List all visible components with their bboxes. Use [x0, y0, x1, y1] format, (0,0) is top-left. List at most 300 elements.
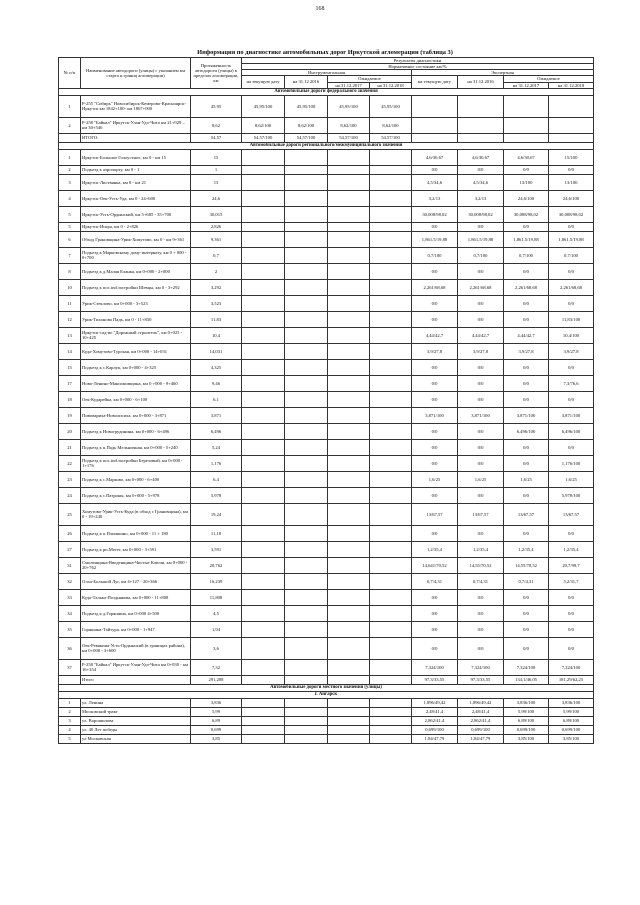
section-local	[59, 684, 594, 691]
cell-name: Подъезд к с.Патроны, км 0+000 - 5+978	[81, 487, 191, 503]
cell-length: 9,361	[191, 231, 242, 247]
cell-expert-current: 0/0	[412, 391, 458, 407]
header-2016-expert: на 31.12.2016	[458, 76, 504, 88]
cell-expert-2017: 3,9/27,8	[504, 343, 549, 359]
cell-instr-current	[242, 573, 285, 589]
cell-instr-2017	[328, 423, 370, 439]
cell-instr-current	[242, 391, 285, 407]
table-row	[59, 407, 594, 423]
cell-expert-2017: 0/0	[504, 455, 549, 471]
cell-length: 2	[191, 263, 242, 279]
cell-expert-2018: 3,871/100	[549, 407, 594, 423]
cell-expert-2017: 0/0	[504, 375, 549, 391]
cell-expert-2018	[549, 95, 594, 117]
cell-expert-2016: 14,55/70,52	[458, 557, 504, 573]
cell-instr-2017	[328, 391, 370, 407]
cell-expert-current	[412, 95, 458, 117]
cell-expert-2018: 0/0	[549, 525, 594, 541]
cell-expert-current: 0/0	[412, 423, 458, 439]
cell-name: Подъезд к с.Марково, км 0+000 - 6+400	[81, 471, 191, 487]
cell-expert-2017: 13/100	[504, 174, 549, 190]
cell-instr-2017	[328, 573, 370, 589]
cell-num: 32	[59, 573, 81, 589]
cell-expert-current: 0,699/100	[412, 725, 458, 734]
cell-expert-current: 0/0	[412, 222, 458, 231]
cell-expert-2016: 0/0	[458, 391, 504, 407]
cell-instr-2016	[285, 716, 328, 725]
cell-length: 5,99	[191, 707, 242, 716]
table-row	[59, 707, 594, 716]
cell-length: 11,18	[191, 525, 242, 541]
cell-instr-2016	[285, 279, 328, 295]
table-row	[59, 222, 594, 231]
cell-expert-2018: 1,2/35,4	[549, 541, 594, 557]
cell-expert-2017: 0/0	[504, 605, 549, 621]
cell-expert-2017: 6,496/100	[504, 423, 549, 439]
section-regional	[59, 142, 594, 149]
cell-expert-2016	[458, 117, 504, 133]
cell-expert-2016: 0/0	[458, 605, 504, 621]
cell-num: 14	[59, 343, 81, 359]
cell-instr-2018	[370, 165, 412, 174]
cell-expert-2017: 0/0	[504, 359, 549, 375]
cell-instr-2017	[328, 190, 370, 206]
cell-name: ул Московская	[81, 734, 191, 743]
header-2018-instr: на 31.12.2018	[370, 82, 412, 88]
cell-instr-2018	[370, 231, 412, 247]
cell-instr-2017	[328, 295, 370, 311]
cell-instr-2016	[285, 231, 328, 247]
cell-length: 15	[191, 149, 242, 165]
cell-expert-current: 1,896/49,42	[412, 698, 458, 707]
cell-instr-2018	[370, 503, 412, 525]
cell-instr-2018	[370, 637, 412, 659]
cell-instr-2017	[328, 716, 370, 725]
header-num: № п/п	[59, 58, 81, 89]
cell-expert-2016: 0/0	[458, 637, 504, 659]
table-row	[59, 503, 594, 525]
cell-expert-current	[412, 117, 458, 133]
cell-expert-2018: 6,89/100	[549, 716, 594, 725]
cell-length: 1	[191, 165, 242, 174]
cell-expert-current: 4,44/42,7	[412, 327, 458, 343]
cell-instr-2016	[285, 222, 328, 231]
cell-instr-2017	[328, 439, 370, 455]
cell-num: 2	[59, 707, 81, 716]
table-row	[59, 637, 594, 659]
cell-length: 20,762	[191, 557, 242, 573]
cell-expert-current: 0/0	[412, 525, 458, 541]
cell-instr-current	[242, 327, 285, 343]
cell-instr-2018	[370, 190, 412, 206]
table-row	[59, 174, 594, 190]
cell-expert-2018: 3,85/100	[549, 734, 594, 743]
cell-expert-2018	[549, 133, 594, 142]
cell-expert-2016: 2,48/41,4	[458, 707, 504, 716]
cell-num: 34	[59, 605, 81, 621]
cell-instr-current	[242, 487, 285, 503]
cell-instr-2016	[285, 423, 328, 439]
cell-num: 18	[59, 391, 81, 407]
cell-instr-2016	[285, 439, 328, 455]
table-row	[59, 231, 594, 247]
table-row	[59, 573, 594, 589]
cell-expert-current: 2,862/41,4	[412, 716, 458, 725]
cell-num: 31	[59, 557, 81, 573]
cell-instr-2018	[370, 725, 412, 734]
header-2016-instr: на 31.12.2016	[285, 76, 328, 88]
cell-instr-2016	[285, 149, 328, 165]
cell-instr-2016	[285, 359, 328, 375]
cell-expert-2017: 0/0	[504, 637, 549, 659]
cell-instr-current	[242, 716, 285, 725]
cell-expert-2017: 0,699/100	[504, 725, 549, 734]
cell-instr-2016	[285, 407, 328, 423]
table-row	[59, 391, 594, 407]
cell-instr-current	[242, 621, 285, 637]
cell-instr-2018	[370, 359, 412, 375]
cell-instr-current	[242, 407, 285, 423]
cell-instr-current	[242, 557, 285, 573]
cell-instr-2017	[328, 589, 370, 605]
cell-expert-2017: 4,6/30,67	[504, 149, 549, 165]
cell-instr-2018	[370, 716, 412, 725]
cell-instr-2018	[370, 222, 412, 231]
cell-expert-2018: 0/0	[549, 589, 594, 605]
cell-name: Р-258 "Байкал" Иркутск-Улан-Удэ-Чита км 0+030 - км 16+354	[81, 659, 191, 675]
cell-name: Подъезд к Новогрудинина, км 0+000 - 6+496	[81, 423, 191, 439]
cell-expert-current: 7,324/100	[412, 659, 458, 675]
cell-expert-2018: 181,29/62,25	[549, 675, 594, 684]
cell-length: 6,89	[191, 716, 242, 725]
cell-instr-2018	[370, 343, 412, 359]
cell-instr-2016	[285, 327, 328, 343]
cell-instr-2018	[370, 573, 412, 589]
cell-name: ул. 40 Лет победы	[81, 725, 191, 734]
cell-num: 2	[59, 117, 81, 133]
cell-expert-2016: 1,896/49,42	[458, 698, 504, 707]
cell-num	[59, 675, 81, 684]
cell-num: 20	[59, 423, 81, 439]
cell-name: Хомутово-Урик-Усть-Куда (в обход с Грановщина), км 0 - 19+240	[81, 503, 191, 525]
cell-expert-current: 0/0	[412, 637, 458, 659]
cell-instr-2017	[328, 206, 370, 222]
cell-expert-2018: 0/0	[549, 605, 594, 621]
cell-instr-2017	[328, 734, 370, 743]
cell-instr-2016	[285, 621, 328, 637]
cell-expert-2017: 0/0	[504, 222, 549, 231]
cell-instr-2016	[285, 541, 328, 557]
cell-expert-current: 0/0	[412, 165, 458, 174]
cell-expert-current: 14,641/70,52	[412, 557, 458, 573]
cell-expert-2016: 0,699/100	[458, 725, 504, 734]
cell-name: Подъезд к пос.ind.застройки Березовый, км 0+000 - 1+176	[81, 455, 191, 471]
cell-expert-2017: 1,6/25	[504, 471, 549, 487]
cell-length: 5,978	[191, 487, 242, 503]
cell-expert-2016: 4,6/30,67	[458, 149, 504, 165]
cell-instr-current	[242, 439, 285, 455]
cell-expert-2018: 0,7/100	[549, 247, 594, 263]
cell-expert-2018: 0,699/100	[549, 725, 594, 734]
cell-instr-2017	[328, 525, 370, 541]
section-local-city	[59, 691, 594, 698]
cell-name: Иркутск-Усть-Ордынский, км 5+685 - 35+700	[81, 206, 191, 222]
cell-instr-2018	[370, 707, 412, 716]
cell-expert-2018: 11,83/100	[549, 311, 594, 327]
cell-expert-2017	[504, 117, 549, 133]
header-norm: Нормативное состояние км/%	[242, 64, 594, 70]
cell-instr-2017	[328, 605, 370, 621]
cell-expert-2017	[504, 95, 549, 117]
cell-expert-2017: 2,261/68,68	[504, 279, 549, 295]
cell-instr-2016	[285, 698, 328, 707]
table-row	[59, 471, 594, 487]
header-name: Наименование автодороги (улицы) с указанием км старта и границ агломерации)	[81, 58, 191, 89]
cell-num: 19	[59, 407, 81, 423]
cell-num: 7	[59, 247, 81, 263]
cell-instr-current	[242, 231, 285, 247]
cell-instr-2016	[285, 605, 328, 621]
cell-instr-2016	[285, 573, 328, 589]
cell-instr-2016	[285, 311, 328, 327]
cell-name: Урик-Тихонова Падь, км 0 - 11+830	[81, 311, 191, 327]
cell-expert-2018: 0/0	[549, 637, 594, 659]
cell-instr-2017	[328, 174, 370, 190]
cell-expert-2017: 14,55/70,52	[504, 557, 549, 573]
table-body	[59, 88, 594, 743]
cell-expert-current: 30,008/98,02	[412, 206, 458, 222]
cell-instr-2017: 45,95/100	[328, 95, 370, 117]
cell-expert-current: 0/0	[412, 375, 458, 391]
cell-num: 23	[59, 471, 81, 487]
total-row-regional	[59, 675, 594, 684]
cell-expert-current: 0/0	[412, 295, 458, 311]
cell-expert-2018: 13/100	[549, 174, 594, 190]
cell-expert-2016: 97,3/33,55	[458, 675, 504, 684]
header-current-expert: на текущую дату	[412, 76, 458, 88]
cell-instr-2017	[328, 541, 370, 557]
table-row	[59, 295, 594, 311]
cell-instr-2017	[328, 455, 370, 471]
cell-length: 16,239	[191, 573, 242, 589]
cell-instr-current	[242, 206, 285, 222]
cell-name: Р-258 "Байкал" Иркутск-Улан-Удэ-Чита км 21+929 – км 30+546	[81, 117, 191, 133]
cell-expert-2018: 5,2/31,7	[549, 573, 594, 589]
cell-instr-2018	[370, 311, 412, 327]
cell-expert-2018: 0/0	[549, 439, 594, 455]
cell-length: 3,871	[191, 407, 242, 423]
cell-expert-current: 4,5/34,6	[412, 174, 458, 190]
cell-instr-2018	[370, 698, 412, 707]
table-row	[59, 725, 594, 734]
table-row	[59, 95, 594, 117]
cell-instr-2017: 54,57/100	[328, 133, 370, 142]
cell-expert-2016: 4,44/42,7	[458, 327, 504, 343]
cell-instr-2016	[285, 206, 328, 222]
cell-length: 6,1	[191, 391, 242, 407]
cell-instr-2016: 45,95/100	[285, 95, 328, 117]
cell-expert-current: 0/0	[412, 455, 458, 471]
cell-length: 1,94	[191, 621, 242, 637]
cell-expert-2018: 24,6/100	[549, 190, 594, 206]
cell-expert-2018	[549, 117, 594, 133]
cell-instr-current	[242, 247, 285, 263]
table-row	[59, 423, 594, 439]
cell-expert-2018: 13/67,57	[549, 503, 594, 525]
header-length: Протяженность автодороги (улицы) в пределах агломерации, км	[191, 58, 242, 89]
table-row	[59, 117, 594, 133]
cell-instr-2016	[285, 174, 328, 190]
table-row	[59, 263, 594, 279]
section-regional-label: Автомобильные дороги регионального/межмуниципального значения	[59, 142, 594, 149]
cell-expert-2016: 1,6/25	[458, 471, 504, 487]
cell-instr-2018	[370, 557, 412, 573]
cell-instr-2017	[328, 621, 370, 637]
cell-instr-2016	[285, 343, 328, 359]
cell-instr-2016: 8,62/100	[285, 117, 328, 133]
cell-expert-current: 3,9/27,8	[412, 343, 458, 359]
cell-name: Московский тракт	[81, 707, 191, 716]
cell-instr-2016	[285, 247, 328, 263]
cell-expert-2018: 5,978/100	[549, 487, 594, 503]
cell-expert-2017: 0/0	[504, 165, 549, 174]
cell-expert-2016: 1,2/35,4	[458, 541, 504, 557]
cell-expert-2017: 0/0	[504, 439, 549, 455]
cell-instr-current	[242, 637, 285, 659]
cell-length: 2,826	[191, 222, 242, 231]
header-expert: Экспертная	[412, 70, 594, 76]
cell-instr-2017	[328, 279, 370, 295]
cell-num: 15	[59, 359, 81, 375]
table-row	[59, 659, 594, 675]
cell-name: Подъезд к аэропорту, км 0 - 1	[81, 165, 191, 174]
cell-expert-current: 4,6/30,67	[412, 149, 458, 165]
diagnostics-table	[58, 57, 594, 744]
cell-expert-current: 0,7/4,31	[412, 573, 458, 589]
table-row	[59, 279, 594, 295]
table-row	[59, 541, 594, 557]
table-row	[59, 605, 594, 621]
table-row	[59, 487, 594, 503]
cell-name: Подъезд к д.Малая Еланка, км 0+000 - 2+000	[81, 263, 191, 279]
cell-expert-2018: 0/0	[549, 359, 594, 375]
cell-expert-2017: 30,008/98,02	[504, 206, 549, 222]
cell-instr-2017	[328, 165, 370, 174]
cell-expert-2016: 1,861,5/19,88	[458, 231, 504, 247]
cell-expert-2017	[504, 133, 549, 142]
cell-expert-2017: 3,85/100	[504, 734, 549, 743]
header-current-instr: на текущую дату	[242, 76, 285, 88]
cell-expert-2016: 3,9/27,8	[458, 343, 504, 359]
cell-expert-current: 1,861,5/19,88	[412, 231, 458, 247]
cell-instr-current	[242, 471, 285, 487]
cell-expert-2017: 3,836/100	[504, 698, 549, 707]
cell-instr-2018: 8,62/100	[370, 117, 412, 133]
cell-expert-2016: 0/0	[458, 621, 504, 637]
cell-expert-2016: 7,324/100	[458, 659, 504, 675]
cell-length: 45,95	[191, 95, 242, 117]
cell-expert-2018: 6,496/100	[549, 423, 594, 439]
header-instrumental: Инструментальная	[242, 70, 412, 76]
table-row	[59, 375, 594, 391]
cell-expert-2017: 0/0	[504, 391, 549, 407]
cell-expert-2017: 0,7/4,31	[504, 573, 549, 589]
cell-expert-2017: 0/0	[504, 487, 549, 503]
section-federal	[59, 88, 594, 95]
cell-expert-2017: 0,7/100	[504, 247, 549, 263]
cell-name: Иркутск-Большое Голоустное, км 0 - км 15	[81, 149, 191, 165]
cell-expert-current	[412, 133, 458, 142]
cell-instr-2017	[328, 375, 370, 391]
cell-instr-2018	[370, 659, 412, 675]
cell-name: Подъезд к рп.Мегет, км 0+000 - 3+591	[81, 541, 191, 557]
cell-num: 3	[59, 716, 81, 725]
cell-num: 8	[59, 263, 81, 279]
cell-expert-2018: 7,3/76,6	[549, 375, 594, 391]
cell-expert-2018: 0/0	[549, 621, 594, 637]
cell-num: 17	[59, 375, 81, 391]
cell-instr-2016	[285, 725, 328, 734]
page-number: 168	[315, 6, 325, 12]
cell-instr-current	[242, 707, 285, 716]
cell-instr-2016	[285, 165, 328, 174]
cell-instr-current	[242, 311, 285, 327]
cell-instr-2016: 54,57/100	[285, 133, 328, 142]
cell-instr-2018	[370, 375, 412, 391]
cell-name: Пивовариха-Новолисиха, км 0+000 - 3+871	[81, 407, 191, 423]
cell-name: ул. Ленина	[81, 698, 191, 707]
cell-expert-current: 0/0	[412, 589, 458, 605]
cell-name: Смоленщина-Введенщина-Чистые Ключи, км 0+000 - 20+762	[81, 557, 191, 573]
cell-instr-2018	[370, 734, 412, 743]
cell-length: 24,6	[191, 190, 242, 206]
cell-expert-current: 3,2/13	[412, 190, 458, 206]
cell-instr-2018: 45,95/100	[370, 95, 412, 117]
cell-expert-2016: 0/0	[458, 222, 504, 231]
cell-expert-2017: 6,89/100	[504, 716, 549, 725]
cell-instr-2017	[328, 407, 370, 423]
cell-instr-2016	[285, 525, 328, 541]
table-row	[59, 589, 594, 605]
cell-instr-current	[242, 343, 285, 359]
cell-instr-2016	[285, 263, 328, 279]
cell-length: 11,808	[191, 589, 242, 605]
header-expected-expert: Ожидаемое	[504, 76, 594, 82]
cell-instr-2017	[328, 222, 370, 231]
cell-num: 21	[59, 439, 81, 455]
cell-expert-2017: 0/0	[504, 621, 549, 637]
cell-expert-current: 0/0	[412, 621, 458, 637]
cell-name: ул. Ворошилова	[81, 716, 191, 725]
cell-instr-2016	[285, 637, 328, 659]
cell-name: Подъезд к с.Карлук, км 0+000 - 4+325	[81, 359, 191, 375]
cell-instr-2016	[285, 503, 328, 525]
cell-instr-current: 45,95/100	[242, 95, 285, 117]
cell-name: Куда-Талька-Позднякова, км 0+000 - 11+808	[81, 589, 191, 605]
cell-instr-current	[242, 174, 285, 190]
table-row	[59, 698, 594, 707]
cell-expert-current: 2,261/68,68	[412, 279, 458, 295]
header-results: Результаты диагностики	[242, 58, 594, 64]
cell-instr-2016	[285, 589, 328, 605]
cell-instr-current: 8,62/100	[242, 117, 285, 133]
cell-name: Итого	[81, 675, 191, 684]
cell-name: Подъезд к п.Плишкино, км 0+000 - 11 + 180	[81, 525, 191, 541]
cell-length: 5,24	[191, 439, 242, 455]
cell-num: 11	[59, 295, 81, 311]
cell-expert-2018: 0/0	[549, 295, 594, 311]
cell-expert-current: 0/0	[412, 487, 458, 503]
